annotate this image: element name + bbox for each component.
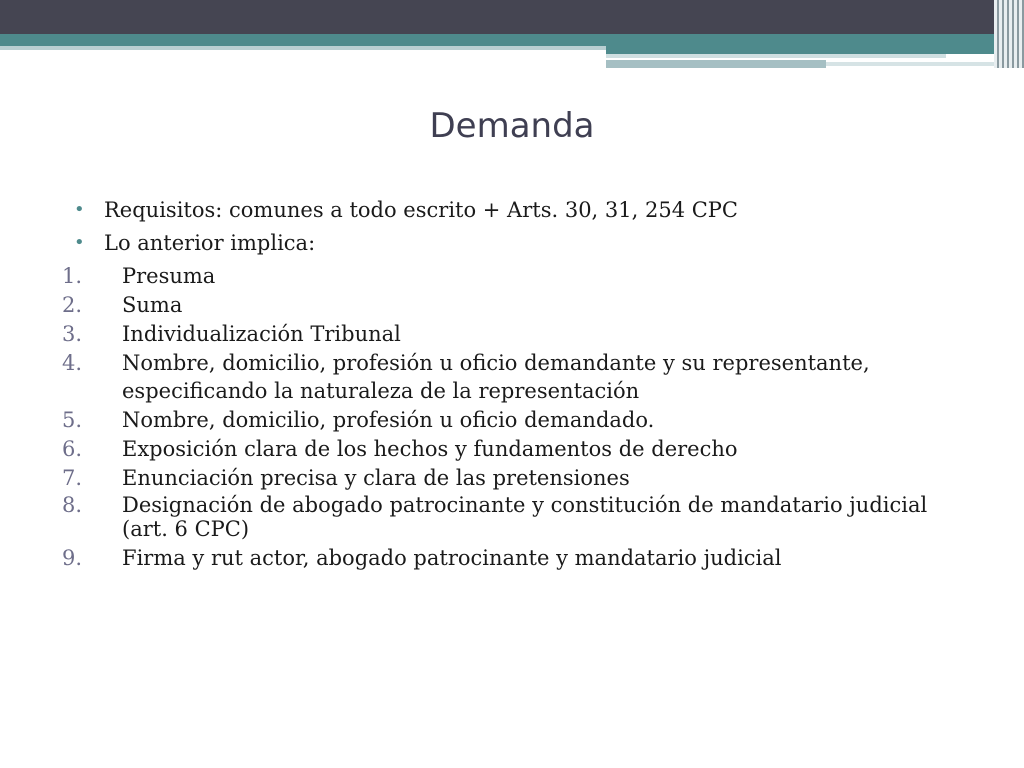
bullet-text: Requisitos: comunes a todo escrito + Arts. 30, 31, 254 CPC: [104, 198, 738, 222]
item-text: Individualización Tribunal: [122, 322, 401, 346]
slide-title: Demanda: [429, 106, 595, 146]
bullet-icon: •: [74, 232, 85, 253]
numbered-item: [62, 493, 962, 541]
item-number: 5.: [62, 408, 83, 432]
item-number: 4.: [62, 351, 83, 375]
numbered-item: [62, 291, 962, 319]
item-text: Firma y rut actor, abogado patrocinante y mandatario judicial: [122, 546, 782, 570]
item-text: Designación de abogado patrocinante y constitución de mandatario judicial (art. 6 CPC): [122, 493, 928, 541]
item-number: 9.: [62, 546, 83, 570]
bullet-text: Lo anterior implica:: [104, 231, 316, 255]
item-text: Presuma: [122, 264, 216, 288]
header-band-right-line: [826, 62, 996, 66]
bullet-item: [62, 196, 962, 224]
header-stripes: [994, 0, 1024, 68]
bullet-item: [62, 229, 962, 257]
numbered-item: [62, 262, 962, 290]
numbered-item: [62, 406, 962, 434]
item-text: Nombre, domicilio, profesión u oficio demandado.: [122, 408, 655, 432]
item-text: Exposición clara de los hechos y fundamentos de derecho: [122, 437, 738, 461]
bullet-icon: •: [74, 199, 85, 220]
numbered-item: [62, 435, 962, 463]
item-number: 1.: [62, 264, 83, 288]
header-band-right: [606, 46, 1024, 54]
item-number: 6.: [62, 437, 83, 461]
item-number: 3.: [62, 322, 83, 346]
item-text: Suma: [122, 293, 183, 317]
slide-content: [62, 196, 962, 573]
item-number: 7.: [62, 466, 83, 490]
header-band-right-thin: [606, 54, 946, 58]
item-number: 2.: [62, 293, 83, 317]
header-band-dark: [0, 0, 1024, 34]
header-band-teal: [0, 34, 1024, 46]
numbered-item: [62, 464, 962, 492]
item-text: Nombre, domicilio, profesión u oficio demandante y su representante, especificando la naturaleza de la representación: [122, 351, 870, 403]
numbered-item: [62, 320, 962, 348]
header-band-light: [0, 46, 606, 50]
numbered-item: [62, 544, 962, 572]
item-number: 8.: [62, 493, 83, 517]
numbered-item: [62, 349, 962, 405]
item-text: Enunciación precisa y clara de las pretensiones: [122, 466, 630, 490]
header-band-right-accent: [606, 60, 826, 68]
